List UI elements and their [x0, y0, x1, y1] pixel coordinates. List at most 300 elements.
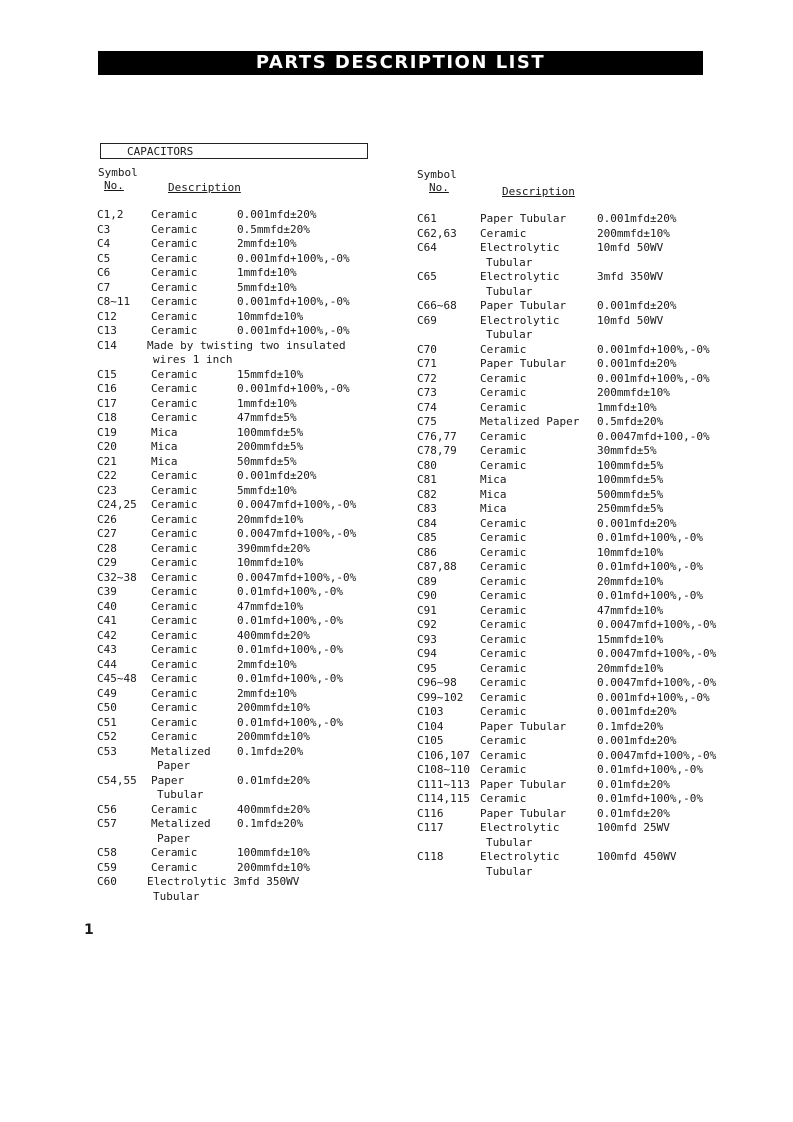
description-line: Ceramic [480, 400, 527, 414]
table-row [417, 314, 737, 343]
description-line: Ceramic [151, 570, 198, 584]
description-line: Ceramic [480, 444, 527, 457]
value-cell: 0.01mfd+100%,-0% [597, 531, 703, 544]
value-cell: 10mmfd±10% [237, 309, 304, 323]
value-cell: 0.01mfd+100%,-0% [237, 715, 343, 729]
description-cell [151, 614, 197, 629]
description-line: Ceramic [151, 860, 198, 874]
description-cell [151, 701, 197, 716]
value-cell: 0.001mfd±20% [237, 469, 317, 482]
symbol-cell: C94 [417, 647, 437, 660]
value-cell: 250mmfd±5% [597, 502, 664, 515]
symbol-cell: C7 [97, 280, 111, 294]
value-cell: 0.001mfd±20% [597, 357, 677, 370]
table-row [417, 386, 737, 401]
symbol-cell: C3 [97, 222, 111, 236]
value-cell: 100mmfd±10% [237, 846, 310, 859]
page-title: PARTS DESCRIPTION LIST [98, 51, 703, 75]
description-cell [480, 763, 526, 778]
value-cell: 0.01mfd±20% [597, 806, 670, 820]
description-cell [151, 861, 197, 876]
description-line: Ceramic [151, 382, 198, 395]
description-cell [151, 658, 197, 673]
description-line: Ceramic [480, 574, 527, 588]
table-row [417, 560, 737, 575]
description-line: Paper Tubular [480, 806, 567, 820]
description-line: Ceramic [151, 715, 198, 729]
description-cell [480, 531, 526, 546]
value-cell: 200mmfd±10% [237, 701, 310, 714]
description-cell [151, 324, 197, 339]
description-cell [151, 310, 197, 325]
description-line: Ceramic [151, 237, 198, 250]
value-cell: 0.001mfd±20% [597, 734, 677, 747]
table-row [417, 502, 737, 517]
description-line: Ceramic [480, 734, 527, 747]
description-cell [480, 502, 507, 517]
table-row [417, 415, 737, 430]
description-cell [480, 560, 526, 575]
value-cell: 15mmfd±10% [237, 367, 304, 381]
description-line: Ceramic [151, 643, 198, 656]
symbol-cell: C19 [97, 425, 117, 439]
symbol-cell: C73 [417, 386, 437, 399]
description-cell [480, 618, 526, 633]
description-cell [480, 807, 566, 822]
value-cell: 0.01mfd+100%,-0% [597, 589, 703, 602]
symbol-cell: C65 [417, 270, 437, 283]
symbol-cell: C14 [97, 338, 117, 352]
description-cell [151, 513, 197, 528]
description-cell [151, 484, 197, 499]
symbol-cell: C111~113 [417, 777, 470, 791]
description-cell [480, 299, 566, 314]
description-cell [480, 401, 526, 416]
value-cell: 10mfd 50WV [597, 313, 664, 327]
description-line: Ceramic [151, 208, 198, 221]
description-line: Ceramic [480, 342, 527, 356]
symbol-cell: C92 [417, 618, 437, 631]
symbol-cell: C5 [97, 251, 111, 265]
value-cell: 5mmfd±10% [237, 483, 297, 497]
symbol-cell: C8~11 [97, 295, 131, 308]
description-line: Mica [151, 454, 178, 468]
description-line: Ceramic [151, 527, 198, 540]
description-line: Ceramic [151, 483, 198, 497]
description-cell [151, 266, 197, 281]
value-cell: 0.0047mfd+100%,-0% [597, 676, 717, 689]
description-line: Metalized [151, 744, 211, 758]
value-cell: 0.001mfd+100%,-0% [597, 690, 710, 704]
symbol-cell: C116 [417, 806, 444, 820]
table-row [97, 687, 397, 702]
value-cell: 0.001mfd±20% [597, 516, 677, 530]
description-cell [151, 411, 197, 426]
description-line: Ceramic [151, 672, 198, 685]
symbol-cell: C21 [97, 454, 117, 468]
description-cell [151, 382, 197, 397]
value-cell: 400mmfd±20% [237, 802, 310, 816]
description-line: Metalized Paper [480, 415, 580, 428]
description-line: Ceramic [151, 324, 198, 337]
table-row [417, 444, 737, 459]
value-cell: 47mmfd±10% [237, 599, 304, 613]
table-row [417, 357, 737, 372]
table-row [97, 629, 397, 644]
table-row [417, 705, 737, 720]
description-cell [480, 430, 526, 445]
description-cell [151, 208, 197, 223]
symbol-cell: C57 [97, 817, 117, 830]
table-row [417, 604, 737, 619]
symbol-cell: C17 [97, 396, 117, 410]
symbol-cell: C54,55 [97, 773, 137, 787]
value-cell: 30mmfd±5% [597, 444, 657, 457]
description-cell [480, 778, 566, 793]
description-cell [151, 397, 197, 412]
description-line: Ceramic [151, 295, 198, 308]
symbol-cell: C50 [97, 701, 117, 714]
value-cell: 0.001mfd+100%,-0% [237, 324, 350, 337]
table-row [417, 589, 737, 604]
symbol-cell: C44 [97, 657, 117, 671]
symbol-cell: C60 [97, 875, 117, 888]
description-cell [151, 774, 203, 803]
symbol-cell: C89 [417, 574, 437, 588]
symbol-cell: C76,77 [417, 429, 457, 443]
description-line: Ceramic [151, 599, 198, 613]
symbol-cell: C18 [97, 411, 117, 424]
value-cell: 0.01mfd+100%,-0% [237, 585, 343, 598]
table-row [97, 208, 397, 223]
description-cell [151, 295, 197, 310]
table-row [97, 469, 397, 484]
description-line: Ceramic [480, 748, 527, 762]
table-row [97, 600, 397, 615]
table-row [97, 295, 397, 310]
table-row [97, 614, 397, 629]
symbol-cell: C108~110 [417, 763, 470, 776]
description-cell [480, 792, 526, 807]
description-line: Ceramic [151, 556, 198, 569]
value-cell: 400mmfd±20% [237, 628, 310, 642]
description-cell [147, 339, 346, 368]
symbol-cell: C95 [417, 661, 437, 675]
description-cell [151, 629, 197, 644]
value-cell: 200mmfd±10% [597, 386, 670, 399]
description-cell [480, 749, 526, 764]
description-line: Paper Tubular [480, 212, 567, 225]
description-line: Ceramic [480, 676, 527, 689]
description-line: Ceramic [151, 498, 198, 511]
description-line: Ceramic [151, 846, 198, 859]
value-cell: 200mmfd±5% [237, 440, 304, 453]
symbol-cell: C1,2 [97, 208, 124, 221]
symbol-cell: C83 [417, 502, 437, 515]
description-line: Ceramic [480, 589, 527, 602]
table-row [417, 227, 737, 242]
symbol-cell: C16 [97, 382, 117, 395]
description-line: Electrolytic [480, 270, 560, 283]
description-cell [151, 687, 197, 702]
description-line: Ceramic [151, 469, 198, 482]
table-row [97, 556, 397, 571]
description-cell [480, 517, 526, 532]
table-row [97, 440, 397, 455]
description-cell [480, 415, 579, 430]
symbol-cell: C105 [417, 734, 444, 747]
table-row [97, 745, 397, 774]
value-cell: 390mmfd±20% [237, 541, 310, 555]
table-row [97, 266, 397, 281]
description-line: Ceramic [151, 686, 198, 700]
symbol-cell: C66~68 [417, 299, 457, 312]
description-line: Ceramic [151, 512, 198, 526]
symbol-cell: C104 [417, 719, 444, 733]
table-row [97, 701, 397, 716]
value-cell: 50mmfd±5% [237, 454, 297, 468]
description-line: Ceramic [151, 657, 198, 671]
value-cell: 0.0047mfd+100,-0% [597, 429, 710, 443]
table-row [97, 774, 397, 803]
description-cell [151, 237, 197, 252]
symbol-cell: C29 [97, 556, 117, 569]
symbol-cell: C103 [417, 705, 444, 718]
table-row [97, 397, 397, 412]
description-line: Ceramic [480, 690, 527, 704]
value-cell: 0.001mfd+100%,-0% [597, 371, 710, 385]
value-cell: 0.1mfd±20% [237, 817, 304, 830]
table-row [417, 807, 737, 822]
description-line: Ceramic [151, 222, 198, 236]
description-cell [151, 846, 197, 861]
value-cell: 2mmfd±10% [237, 237, 297, 250]
value-cell: 0.1mfd±20% [237, 744, 304, 758]
value-cell: 47mmfd±10% [597, 603, 664, 617]
symbol-cell: C75 [417, 415, 437, 428]
symbol-cell: C6 [97, 266, 111, 279]
symbol-cell: C49 [97, 686, 117, 700]
value-cell: 0.001mfd±20% [597, 299, 677, 312]
description-cell [151, 281, 197, 296]
symbol-cell: C81 [417, 473, 437, 486]
symbol-cell: C90 [417, 589, 437, 602]
left-parts-column [97, 208, 397, 904]
description-cell [151, 716, 197, 731]
description-cell [151, 643, 197, 658]
value-cell: 20mmfd±10% [237, 512, 304, 526]
description-cell [480, 821, 559, 850]
symbol-cell: C84 [417, 516, 437, 530]
description-cell [480, 459, 526, 474]
symbol-cell: C106,107 [417, 748, 470, 762]
value-cell: 5mmfd±10% [237, 280, 297, 294]
symbol-cell: C56 [97, 802, 117, 816]
description-line-2: Paper [157, 831, 191, 845]
table-row [97, 643, 397, 658]
description-line: Ceramic [151, 396, 198, 410]
value-cell: 0.01mfd±20% [237, 773, 310, 787]
description-line: Paper Tubular [480, 777, 567, 791]
description-line: Ceramic [480, 429, 527, 443]
description-cell [480, 241, 559, 270]
description-cell [151, 252, 197, 267]
symbol-cell: C93 [417, 632, 437, 646]
value-cell: 10mmfd±10% [237, 556, 304, 569]
symbol-cell: C26 [97, 512, 117, 526]
description-cell [151, 527, 197, 542]
description-line: Ceramic [480, 618, 527, 631]
description-line: Electrolytic 3mfd 350WV [147, 875, 300, 888]
description-cell [151, 556, 197, 571]
description-cell [480, 850, 559, 879]
table-row [417, 531, 737, 546]
description-line: Ceramic [151, 730, 198, 743]
value-cell: 0.1mfd±20% [597, 719, 664, 733]
value-cell: 0.5mmfd±20% [237, 222, 310, 236]
no-header: No. [104, 179, 124, 192]
description-cell [480, 227, 526, 242]
value-cell: 20mmfd±10% [597, 661, 664, 675]
value-cell: 0.001mfd+100%,-0% [237, 382, 350, 395]
table-row [97, 817, 397, 846]
description-cell [151, 585, 197, 600]
right-parts-column [417, 212, 737, 879]
description-cell [151, 542, 197, 557]
value-cell: 0.0047mfd+100%,-0% [237, 570, 357, 584]
value-cell: 200mmfd±10% [597, 226, 670, 240]
symbol-cell: C91 [417, 603, 437, 617]
symbol-cell: C87,88 [417, 560, 457, 573]
description-cell [480, 691, 526, 706]
symbol-cell: C45~48 [97, 672, 137, 685]
value-cell: 0.01mfd+100%,-0% [237, 672, 343, 685]
description-cell [480, 473, 507, 488]
description-line: Electrolytic [480, 821, 560, 834]
value-cell: 20mmfd±10% [597, 574, 664, 588]
table-row [417, 792, 737, 807]
symbol-header: Symbol [417, 168, 457, 181]
description-cell [480, 720, 566, 735]
description-cell [480, 444, 526, 459]
value-cell: 0.001mfd±20% [597, 212, 677, 225]
description-cell [151, 672, 197, 687]
description-cell [147, 875, 299, 904]
description-line: Ceramic [151, 585, 198, 598]
value-cell: 0.0047mfd+100%,-0% [597, 748, 717, 762]
symbol-cell: C99~102 [417, 690, 464, 704]
value-cell: 2mmfd±10% [237, 686, 297, 700]
value-cell: 0.01mfd+100%,-0% [597, 560, 703, 573]
table-row [417, 343, 737, 358]
value-cell: 15mmfd±10% [597, 632, 664, 646]
value-cell: 10mmfd±10% [597, 545, 664, 559]
table-row [97, 730, 397, 745]
symbol-cell: C41 [97, 614, 117, 627]
description-cell [151, 600, 197, 615]
description-line: Ceramic [151, 411, 198, 424]
description-cell [480, 662, 526, 677]
description-line: Ceramic [151, 541, 198, 555]
description-line: Ceramic [151, 614, 198, 627]
value-cell: 0.01mfd±20% [597, 777, 670, 791]
symbol-cell: C96~98 [417, 676, 457, 689]
table-row [417, 488, 737, 503]
description-cell [480, 343, 526, 358]
description-header: Description [168, 181, 241, 194]
description-cell [151, 730, 197, 745]
section-heading: CAPACITORS [100, 143, 368, 159]
symbol-cell: C27 [97, 527, 117, 540]
symbol-cell: C43 [97, 643, 117, 656]
symbol-cell: C39 [97, 585, 117, 598]
table-row [417, 459, 737, 474]
value-cell: 10mfd 50WV [597, 241, 664, 254]
table-row [417, 850, 737, 879]
table-row [417, 401, 737, 416]
description-line: Ceramic [480, 560, 527, 573]
table-row [417, 517, 737, 532]
symbol-cell: C114,115 [417, 792, 470, 805]
description-line-2: Tubular [486, 835, 533, 849]
table-row [97, 382, 397, 397]
description-line: Paper Tubular [480, 719, 567, 733]
description-line: Paper Tubular [480, 357, 567, 370]
description-line-2: wires 1 inch [153, 353, 233, 366]
table-row [97, 281, 397, 296]
table-row [417, 575, 737, 590]
table-row [97, 426, 397, 441]
description-line: Ceramic [151, 802, 198, 816]
table-row [97, 484, 397, 499]
description-cell [480, 647, 526, 662]
description-line: Mica [151, 440, 178, 453]
symbol-cell: C28 [97, 541, 117, 555]
value-cell: 0.01mfd+100%,-0% [237, 614, 343, 627]
symbol-cell: C52 [97, 730, 117, 743]
value-cell: 0.001mfd+100%,-0% [597, 342, 710, 356]
table-row [97, 368, 397, 383]
symbol-cell: C70 [417, 342, 437, 356]
symbol-cell: C22 [97, 469, 117, 482]
table-row [97, 310, 397, 325]
description-cell [480, 314, 559, 343]
value-cell: 0.0047mfd+100%,-0% [597, 618, 717, 631]
description-line: Ceramic [480, 647, 527, 660]
table-row [417, 821, 737, 850]
table-row [97, 861, 397, 876]
value-cell: 0.01mfd+100%,-0% [597, 763, 703, 776]
description-line-2: Tubular [153, 889, 200, 903]
description-line: Ceramic [151, 628, 198, 642]
value-cell: 100mfd 25WV [597, 821, 670, 834]
description-line: Ceramic [151, 367, 198, 381]
description-cell [480, 546, 526, 561]
value-cell: 47mmfd±5% [237, 411, 297, 424]
table-row [97, 455, 397, 470]
description-line: Ceramic [480, 661, 527, 675]
description-line: Ceramic [480, 386, 527, 399]
table-row [97, 237, 397, 252]
table-row [417, 546, 737, 561]
description-line-2: Tubular [486, 864, 533, 878]
description-line: Ceramic [480, 763, 527, 776]
table-row [97, 527, 397, 542]
description-cell [151, 368, 197, 383]
description-cell [480, 734, 526, 749]
value-cell: 0.0047mfd+100%,-0% [597, 647, 717, 660]
table-row [417, 763, 737, 778]
